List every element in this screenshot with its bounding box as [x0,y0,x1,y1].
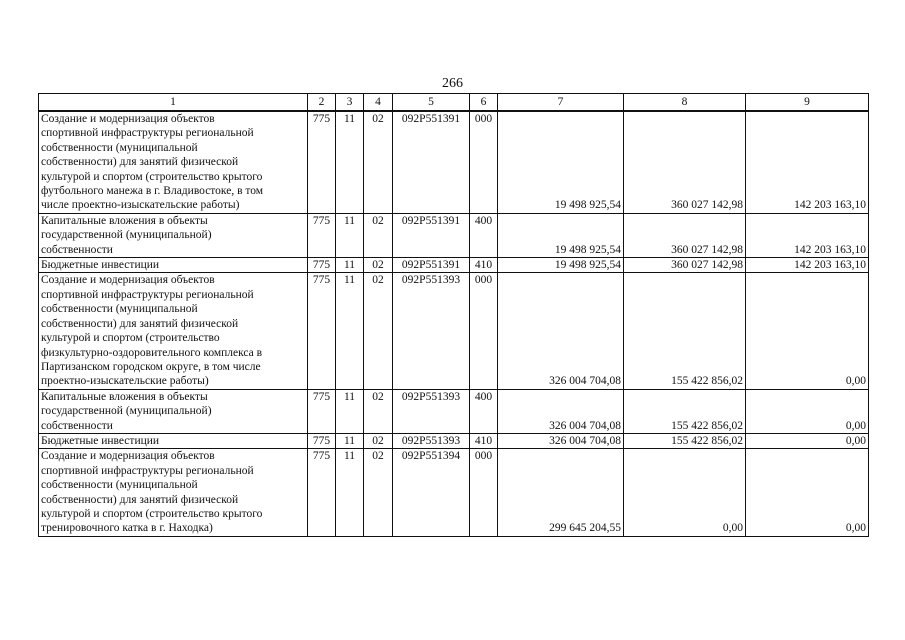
column-header: 7 [498,94,624,112]
item-name-line: собственности (муниципальной [41,303,198,316]
section-code-cell: 11 [336,213,364,257]
item-name-cell [39,273,308,389]
item-name-line: государственной (муниципальной) [41,229,212,242]
subsection-code-cell: 02 [364,258,393,273]
column-header: 4 [364,94,393,112]
amount-col9-cell: 0,00 [746,389,869,433]
amount-col8-cell: 360 027 142,98 [624,111,746,213]
budget-table [38,93,869,537]
amount-col8-cell: 155 422 856,02 [624,389,746,433]
item-name-cell [39,389,308,433]
amount-col8-cell: 155 422 856,02 [624,433,746,448]
target-article-cell: 092P551393 [393,433,470,448]
item-name-line: Создание и модернизация объектов [41,450,215,463]
expense-type-cell: 400 [470,213,498,257]
ministry-code-cell: 775 [308,433,336,448]
amount-col9-cell: 0,00 [746,449,869,536]
item-name-line: собственности) для занятий физической [41,156,239,169]
section-code-cell: 11 [336,433,364,448]
item-name-line: собственности) для занятий физической [41,493,239,506]
header-row [39,94,869,112]
item-name-cell [39,433,308,448]
column-header: 9 [746,94,869,112]
target-article-cell: 092P551391 [393,258,470,273]
item-name-line: собственности [41,419,113,432]
table-row [39,449,869,536]
table-row [39,258,869,273]
table-row [39,433,869,448]
ministry-code-cell: 775 [308,258,336,273]
target-article-cell: 092P551394 [393,449,470,536]
item-name-line: Бюджетные инвестиции [41,259,160,272]
subsection-code-cell: 02 [364,433,393,448]
item-name-line: тренировочного катка в г. Находка) [41,522,213,535]
expense-type-cell: 410 [470,433,498,448]
expense-type-cell: 000 [470,111,498,213]
section-code-cell: 11 [336,273,364,389]
amount-col8-cell: 360 027 142,98 [624,213,746,257]
item-name-line: государственной (муниципальной) [41,405,212,418]
ministry-code-cell: 775 [308,111,336,213]
page-number: 266 [442,76,463,91]
item-name-cell [39,111,308,213]
target-article-cell: 092P551393 [393,389,470,433]
section-code-cell: 11 [336,111,364,213]
amount-col7-cell: 326 004 704,08 [498,273,624,389]
item-name-cell [39,258,308,273]
item-name-line: собственности [41,243,113,256]
amount-col8-cell: 0,00 [624,449,746,536]
amount-col9-cell: 0,00 [746,433,869,448]
item-name-line: Бюджетные инвестиции [41,434,160,447]
item-name-line: Создание и модернизация объектов [41,113,215,125]
amount-col9-cell: 142 203 163,10 [746,111,869,213]
expense-type-cell: 000 [470,273,498,389]
subsection-code-cell: 02 [364,213,393,257]
item-name-line: собственности (муниципальной [41,479,198,492]
table-row [39,111,869,213]
amount-col9-cell: 142 203 163,10 [746,258,869,273]
section-code-cell: 11 [336,449,364,536]
amount-col7-cell: 19 498 925,54 [498,213,624,257]
expense-type-cell: 410 [470,258,498,273]
column-header: 3 [336,94,364,112]
ministry-code-cell: 775 [308,273,336,389]
item-name-line: собственности (муниципальной [41,141,198,154]
amount-col7-cell: 326 004 704,08 [498,433,624,448]
subsection-code-cell: 02 [364,389,393,433]
table-row [39,389,869,433]
item-name-line: спортивной инфраструктуры региональной [41,464,254,477]
amount-col8-cell: 155 422 856,02 [624,273,746,389]
expense-type-cell: 400 [470,389,498,433]
amount-col9-cell: 142 203 163,10 [746,213,869,257]
item-name-line: собственности) для занятий физической [41,317,239,330]
amount-col7-cell: 326 004 704,08 [498,389,624,433]
item-name-cell [39,213,308,257]
item-name-line: спортивной инфраструктуры региональной [41,127,254,140]
column-header: 5 [393,94,470,112]
item-name-line: Капитальные вложения в объекты [41,214,208,227]
expense-type-cell: 000 [470,449,498,536]
item-name-line: культурой и спортом (строительство крытого [41,170,263,183]
item-name-line: культурой и спортом (строительство [41,332,220,345]
table-row [39,273,869,389]
subsection-code-cell: 02 [364,111,393,213]
item-name-cell [39,449,308,536]
column-header: 6 [470,94,498,112]
table-row [39,213,869,257]
item-name-line: физкультурно-оздоровительного комплекса в [41,346,263,359]
amount-col8-cell: 360 027 142,98 [624,258,746,273]
target-article-cell: 092P551391 [393,111,470,213]
amount-col9-cell: 0,00 [746,273,869,389]
subsection-code-cell: 02 [364,449,393,536]
amount-col7-cell: 19 498 925,54 [498,111,624,213]
target-article-cell: 092P551391 [393,213,470,257]
item-name-line: Создание и модернизация объектов [41,274,215,287]
target-article-cell: 092P551393 [393,273,470,389]
section-code-cell: 11 [336,389,364,433]
column-header: 1 [39,94,308,112]
amount-col7-cell: 19 498 925,54 [498,258,624,273]
item-name-line: спортивной инфраструктуры региональной [41,288,254,301]
column-header: 2 [308,94,336,112]
ministry-code-cell: 775 [308,449,336,536]
item-name-line: проектно-изыскательские работы) [41,375,209,388]
item-name-line: футбольного манежа в г. Владивостоке, в том [41,185,264,198]
ministry-code-cell: 775 [308,389,336,433]
item-name-line: культурой и спортом (строительство крытого [41,507,263,520]
amount-col7-cell: 299 645 204,55 [498,449,624,536]
subsection-code-cell: 02 [364,273,393,389]
column-header: 8 [624,94,746,112]
ministry-code-cell: 775 [308,213,336,257]
item-name-line: Капитальные вложения в объекты [41,390,208,403]
item-name-line: числе проектно-изыскательские работы) [41,199,240,212]
item-name-line: Партизанском городском округе, в том числе [41,360,261,373]
section-code-cell: 11 [336,258,364,273]
